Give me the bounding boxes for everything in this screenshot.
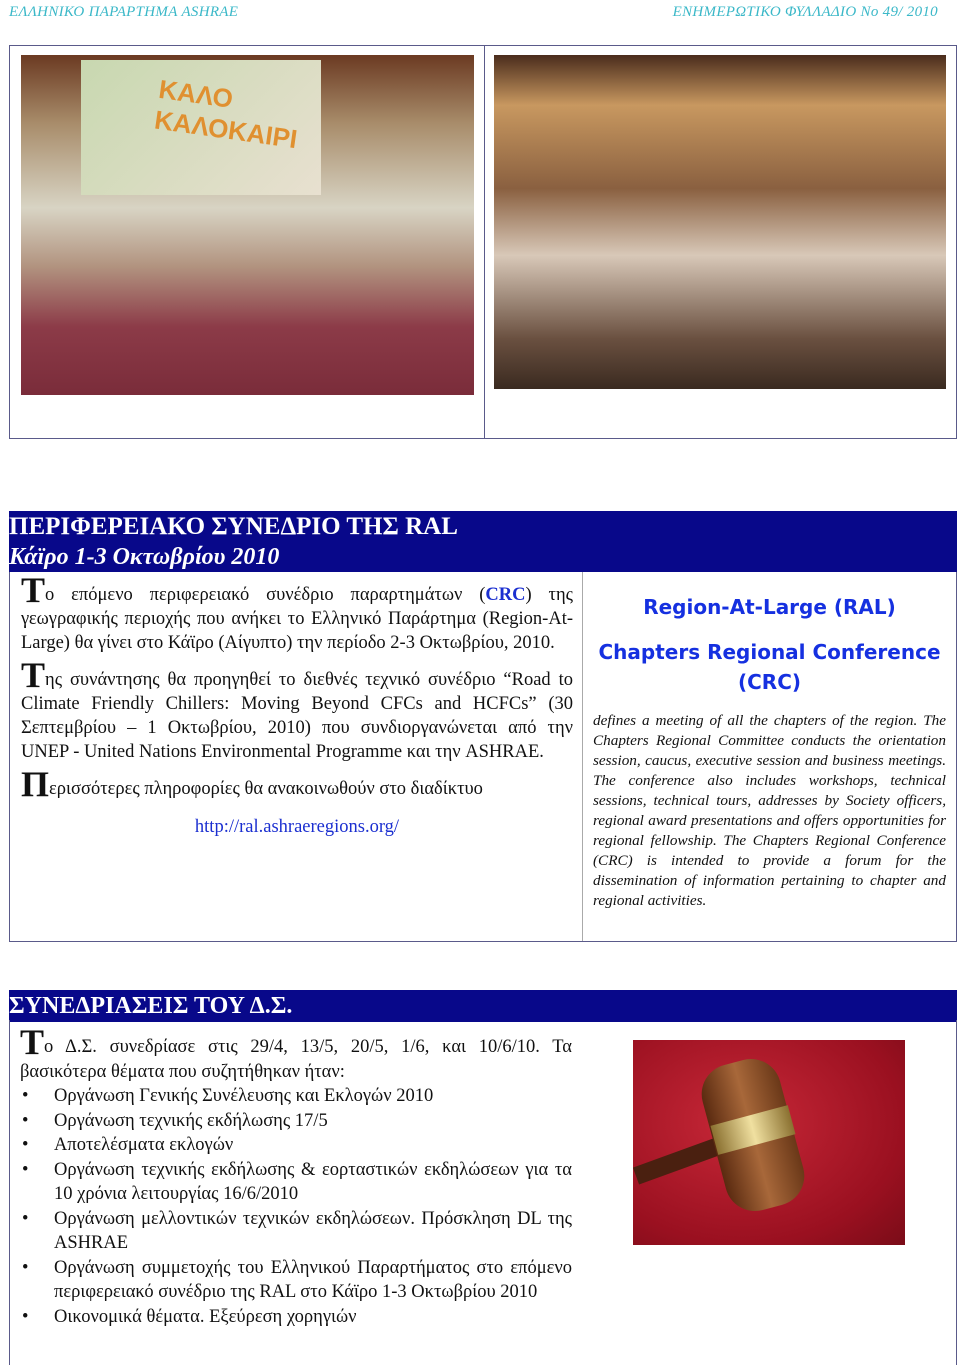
photo-speakers: [21, 55, 474, 395]
text: ο επόμενο περιφερειακό συνέδριο παραρτημάτων (: [45, 585, 486, 605]
border: [9, 1020, 10, 1365]
list-item: • Οικονομικά θέματα. Εξεύρεση χορηγιών: [20, 1305, 572, 1330]
column-divider: [582, 572, 583, 941]
list-item: • Οργάνωση μελλοντικών τεχνικών εκδηλώσεων. Πρόσκληση DL της ASHRAE: [20, 1207, 572, 1256]
section-title-board: ΣΥΝΕΔΡΙΑΣΕΙΣ ΤΟΥ Δ.Σ.: [9, 990, 957, 1022]
ral-heading: Region-At-Large (RAL): [643, 595, 896, 619]
paragraph: [21, 764, 573, 804]
drop-cap: Τ: [21, 570, 46, 610]
topics-list: [20, 1084, 572, 1329]
paragraph: [21, 570, 573, 655]
border: [956, 1020, 957, 1365]
paragraph: [21, 655, 573, 764]
text: ερισσότερες πληροφορίες θα ανακοινωθούν στο διαδίκτυο: [49, 779, 483, 799]
list-item: • Οργάνωση συμμετοχής του Ελληνικού Παραρτήματος στο επόμενο περιφερειακό συνέδριο της RAL στο Κάϊρο 1-3 Οκτωβρίου 2010: [20, 1256, 572, 1305]
divider: [484, 46, 485, 438]
drop-cap: Π: [21, 764, 50, 804]
section-subtitle: Κάϊρο 1-3 Οκτωβρίου 2010: [9, 542, 957, 572]
screen-text: ΚΑΛΟ ΚΑΛΟΚΑΙΡΙ: [152, 73, 300, 155]
crc-description: defines a meeting of all the chapters of the region. The Chapters Regional Committee conducts the orientation session, caucus, executive session and business meetings. The conference also includes workshops, technical sessions, technical tours, addresses by Society officers, regional award presentations and offers opportunities for regional fellowship. The Chapters Regional Conference (CRC) is intended to provide a forum for the dissemination of information pertaining to chapter and regional activities.: [593, 712, 946, 909]
text: ο Δ.Σ. συνεδρίασε στις 29/4, 13/5, 20/5, 1/6, και 10/6/10. Τα βασικότερα θέματα που συζητήθηκαν ήταν:: [20, 1037, 572, 1082]
crc-definition: [593, 592, 946, 911]
crc-abbr: CRC: [485, 585, 526, 605]
drop-cap: Τ: [20, 1022, 45, 1062]
crc-heading: Chapters Regional Conference (CRC): [598, 640, 941, 694]
photo-buffet: [494, 55, 946, 389]
photo-frame: [9, 45, 957, 439]
text: ης συνάντησης θα προηγηθεί το διεθνές τεχνικό συνέδριο “Road to Climate Friendly Chillers: Moving Beyond CFCs and HCFCs” (30 Σεπτεμβρίου – 1 Οκτωβρίου, 2010) που συνδιοργανώνεται από την UNEP - United Nations Environmental Programme και την ASHRAE.: [21, 670, 573, 762]
section-title: ΠΕΡΙΦΕΡΕΙΑΚΟ ΣΥΝΕΔΡΙΟ ΤΗΣ RAL: [9, 511, 957, 542]
conference-text: [21, 570, 573, 839]
paragraph: [20, 1022, 572, 1084]
board-meetings-text: [20, 1022, 572, 1329]
list-item: • Οργάνωση Γενικής Συνέλευσης και Εκλογών 2010: [20, 1084, 572, 1109]
list-item: • Αποτελέσματα εκλογών: [20, 1133, 572, 1158]
ral-website-link[interactable]: http://ral.ashraeregions.org/: [194, 817, 400, 837]
running-header-left: ΕΛΛΗΝΙΚΟ ΠΑΡΑΡΤΗΜΑ ASHRAE: [9, 4, 239, 20]
list-item: • Οργάνωση τεχνικής εκδήλωσης & εορταστικών εκδηλώσεων για τα 10 χρόνια λειτουργίας 16/6/2010: [20, 1158, 572, 1207]
drop-cap: Τ: [21, 655, 46, 695]
projection-screen: [81, 60, 321, 195]
text: ) της γεωγραφικής περιοχής που ανήκει το Ελληνικό Παράρτημα (Region-At-Large) θα γίνει στο Κάϊρο (Αίγυπτο) την περίοδο 2-3 Οκτωβρίου, 2010.: [21, 585, 573, 653]
list-item: • Οργάνωση τεχνικής εκδήλωσης 17/5: [20, 1109, 572, 1134]
running-header-right: ΕΝΗΜΕΡΩΤΙΚΟ ΦΥΛΛΑΔΙΟ Νο 49/ 2010: [672, 4, 938, 20]
conference-box: [9, 572, 957, 942]
gavel-photo: [633, 1040, 905, 1245]
